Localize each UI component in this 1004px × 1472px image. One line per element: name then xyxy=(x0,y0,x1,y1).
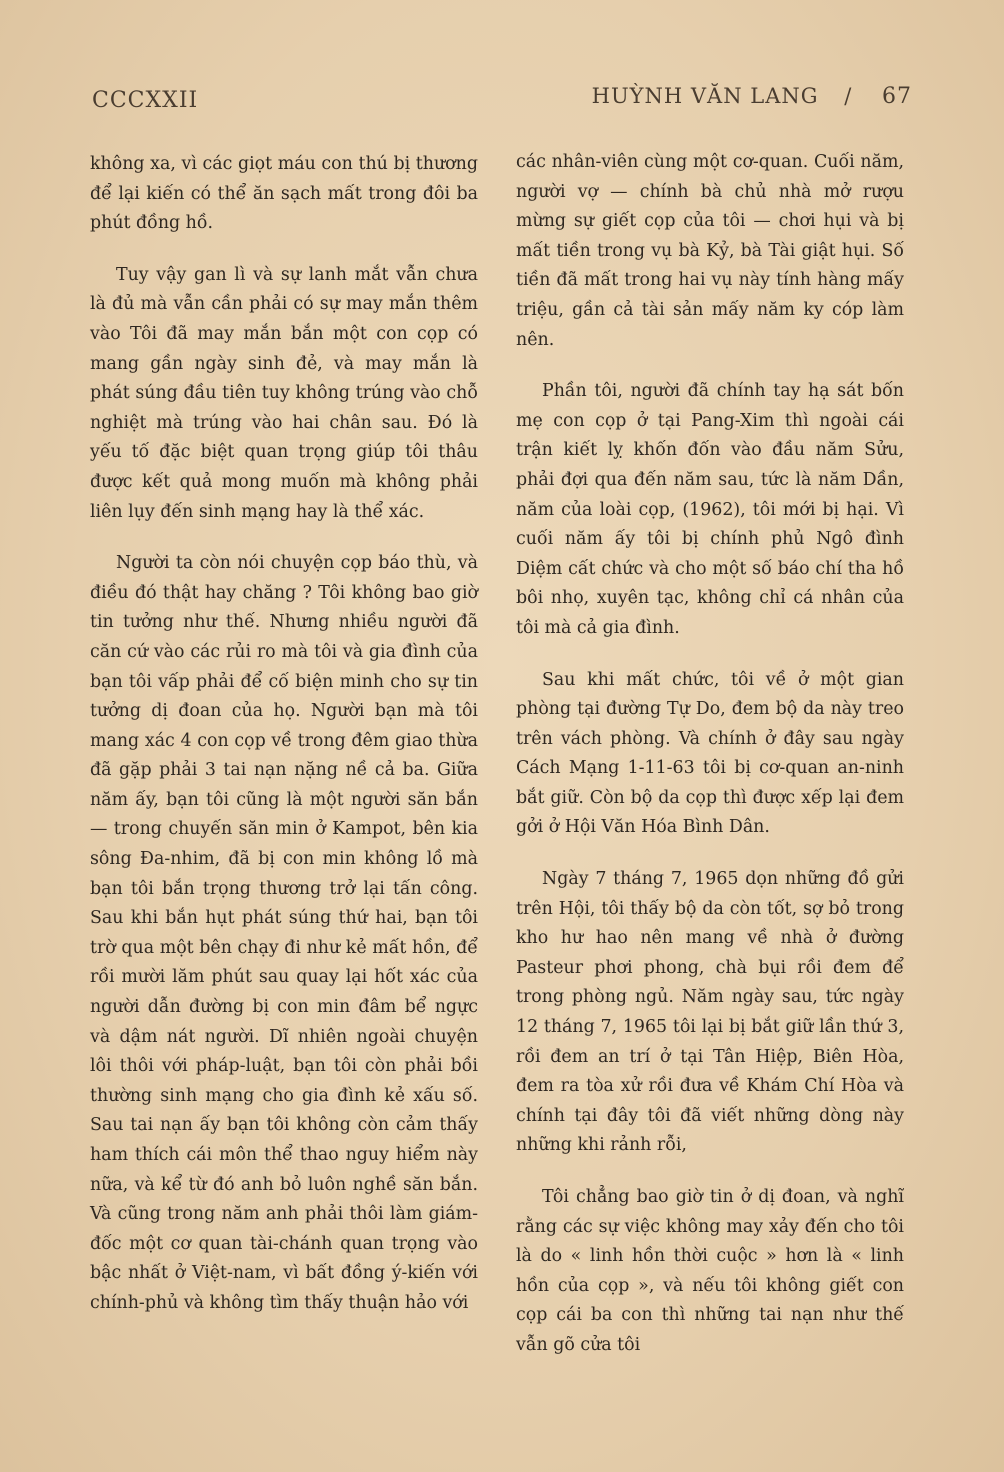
right-column xyxy=(516,148,904,1361)
author-name: HUỲNH VĂN LANG xyxy=(591,84,819,108)
paragraph: các nhân-viên cùng một cơ-quan. Cuối năm, người vợ — chính bà chủ nhà mở rượu mừng sự giết cọp của tôi — chơi hụi và bị mất tiền trong vụ bà Kỷ, bà Tài giật hụi. Số tiền đã mất trong hai vụ này tính hàng mấy triệu, gần cả tài sản mấy năm ky cóp làm nên. xyxy=(516,152,904,350)
chapter-number: CCCXXII xyxy=(92,88,199,113)
running-title xyxy=(592,84,912,109)
page-number: 67 xyxy=(882,84,912,109)
paragraph: Người ta còn nói chuyện cọp báo thù, và điều đó thật hay chăng ? Tôi không bao giờ tin tưởng như thế. Nhưng nhiều người đã căn cứ vào các rủi ro mà tôi và gia đình của bạn tôi vấp phải để cố biện minh cho sự tin tưởng dị đoan của họ. Người bạn mà tôi mang xác 4 con cọp về trong đêm giao thừa đã gặp phải 3 tai nạn nặng nề cả ba. Giữa năm ấy, bạn tôi cũng là một người săn bắn — trong chuyến săn min ở Kampot, bên kia sông Đa-nhim, đã bị con min không lồ mà bạn tôi bắn trọng thương trở lại tấn công. Sau khi bắn hụt phát súng thứ hai, bạn tôi trờ qua một bên chạy đi như kẻ mất hồn, để rồi mười lăm phút sau quay lại hốt xác của người dẫn đường bị con min đâm bể ngực và dậm nát người. Dĩ nhiên ngoài chuyện lôi thôi với pháp-luật, bạn tôi còn phải bồi thường sinh mạng cho gia đình kẻ xấu số. Sau tai nạn ấy bạn tôi không còn cảm thấy ham thích cái môn thể thao nguy hiểm này nữa, và kể từ đó anh bỏ luôn nghề săn bắn. Và cũng trong năm anh phải thôi làm giám-đốc một cơ quan tài-chánh quan trọng vào bậc nhất ở Việt-nam, vì bất đồng ý-kiến với chính-phủ và không tìm thấy thuận hảo với xyxy=(90,553,478,1313)
left-column xyxy=(90,150,478,1319)
paragraph: Tôi chẳng bao giờ tin ở dị đoan, và nghĩ rằng các sự việc không may xảy đến cho tôi là do « linh hồn thời cuộc » hơn là « linh hồn của cọp », và nếu tôi không giết con cọp cái ba con thì những tai nạn như thế vẫn gõ cửa tôi xyxy=(516,1187,904,1355)
paragraph: Phần tôi, người đã chính tay hạ sát bốn mẹ con cọp ở tại Pang-Xim thì ngoài cái trận kiết lỵ khốn đốn vào đầu năm Sửu, phải đợi qua đến năm sau, tức là năm Dần, năm của loài cọp, (1962), tôi mới bị hại. Vì cuối năm ấy tôi bị chính phủ Ngô đình Diệm cất chức và cho một số báo chí tha hồ bôi nhọ, xuyên tạc, không chỉ cá nhân của tôi mà cả gia đình. xyxy=(516,381,904,638)
paragraph: Tuy vậy gan lì và sự lanh mắt vẫn chưa là đủ mà vẫn cần phải có sự may mắn thêm vào Tôi đã may mắn bắn một con cọp có mang gần ngày sinh đẻ, và may mắn là phát súng đầu tiên tuy không trúng vào chỗ nghiệt mà trúng vào hai chân sau. Đó là yếu tố đặc biệt quan trọng giúp tôi thâu được kết quả mong muốn mà không phải liên lụy đến sinh mạng hay là thể xác. xyxy=(90,264,478,522)
header-separator: / xyxy=(844,84,853,108)
paragraph: Sau khi mất chức, tôi về ở một gian phòng tại đường Tự Do, đem bộ da này treo trên vách phòng. Và chính ở đây sau ngày Cách Mạng 1-11-63 tôi bị cơ-quan an-ninh bắt giữ. Còn bộ da cọp thì được xếp lại đem gởi ở Hội Văn Hóa Bình Dân. xyxy=(516,669,904,838)
paragraph: Ngày 7 tháng 7, 1965 dọn những đồ gửi trên Hội, tôi thấy bộ da còn tốt, sợ bỏ trong kho hư hao nên mang về nhà ở đường Pasteur phơi phong, chà bụi rồi đem để trong phòng ngủ. Năm ngày sau, tức ngày 12 tháng 7, 1965 tôi lại bị bắt giữ lần thứ 3, rồi đem an trí ở tại Tân Hiệp, Biên Hòa, đem ra tòa xử rồi đưa về Khám Chí Hòa và chính tại đây tôi đã viết những dòng này những khi rảnh rỗi, xyxy=(516,869,904,1156)
page-header xyxy=(92,82,912,116)
paragraph: không xa, vì các giọt máu con thú bị thương để lại kiến có thể ăn sạch mất trong đôi ba phút đồng hồ. xyxy=(90,154,478,234)
